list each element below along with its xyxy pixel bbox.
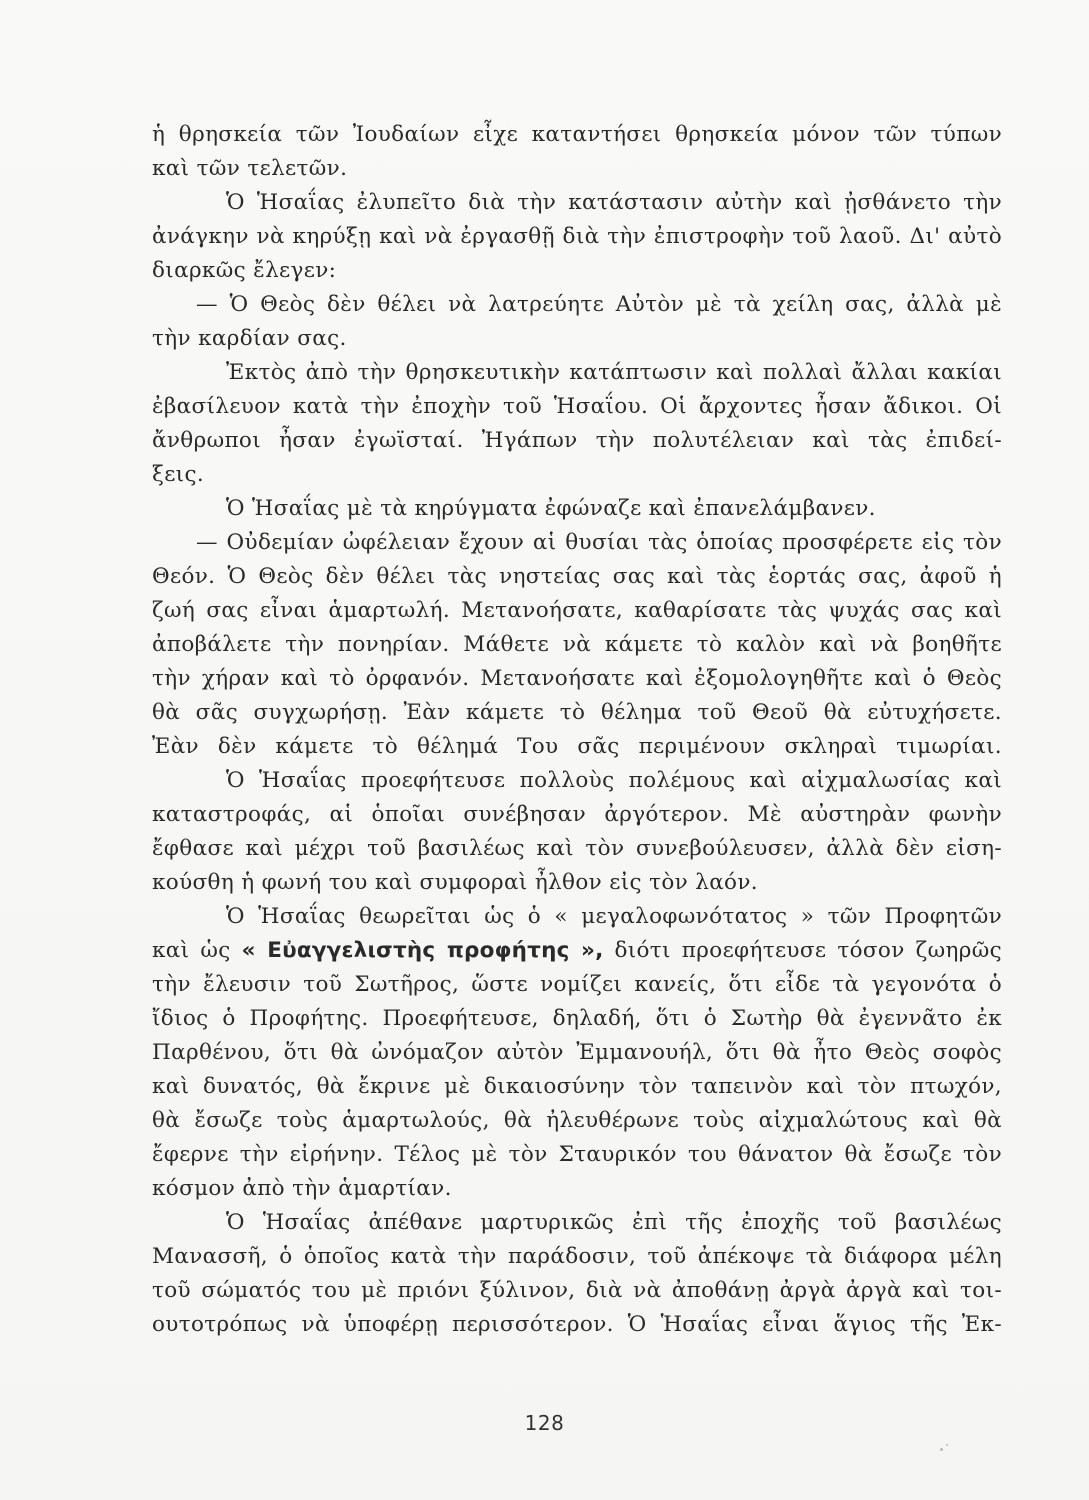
text-line: θὰ σᾶς συγχωρήσῃ. Ἐὰν κάμετε τὸ θέλημα τοῦ Θεοῦ θὰ εὐτυχήσετε.: [152, 700, 1002, 725]
text-fragment: διότι προεφήτευσε τόσον ζωηρῶς: [614, 938, 1002, 963]
text-line: τὴν καρδίαν σας.: [152, 326, 347, 351]
text-line: θὰ ἔσωζε τοὺς ἁμαρτωλούς, θὰ ἠλευθέρωνε τοὺς αἰχμαλώτους καὶ θὰ: [152, 1108, 1002, 1133]
body-text: [152, 118, 1002, 1342]
text-line: Ὁ Ἡσαΐας μὲ τὰ κηρύγματα ἐφώναζε καὶ ἐπανελάμβανεν.: [226, 496, 876, 521]
text-line: ξεις.: [152, 462, 205, 487]
text-line: Μανασσῆ, ὁ ὁποῖος κατὰ τὴν παράδοσιν, τοῦ ἀπέκοψε τὰ διάφορα μέλη: [152, 1244, 1002, 1269]
text-line: — Οὐδεμίαν ὠφέλειαν ἔχουν αἱ θυσίαι τὰς ὁποίας προσφέρετε εἰς τὸν: [196, 530, 1002, 555]
text-line: ἴδιος ὁ Προφήτης. Προεφήτευσε, δηλαδή, ὅτι ὁ Σωτὴρ θὰ ἐγεννᾶτο ἐκ: [152, 1006, 1002, 1031]
text-line: ζωή σας εἶναι ἁμαρτωλή. Μετανοήσατε, καθαρίσατε τὰς ψυχάς σας καὶ: [152, 598, 1002, 623]
text-fragment: καὶ ὡς: [152, 938, 231, 963]
page-number: 128: [524, 1411, 565, 1435]
text-line: τὴν χήραν καὶ τὸ ὀρφανόν. Μετανοήσατε καὶ ἐξομολογηθῆτε καὶ ὁ Θεὸς: [152, 666, 1002, 691]
text-line: Παρθένου, ὅτι θὰ ὠνόμαζον αὐτὸν Ἐμμανουήλ, ὅτι θὰ ἦτο Θεὸς σοφὸς: [152, 1040, 1002, 1065]
text-line: κόσμον ἀπὸ τὴν ἁμαρτίαν.: [152, 1176, 452, 1201]
text-line: Ἐκτὸς ἀπὸ τὴν θρησκευτικὴν κατάπτωσιν καὶ πολλαὶ ἄλλαι κακίαι: [226, 360, 1002, 385]
text-line: Ἐὰν δὲν κάμετε τὸ θέλημά Του σᾶς περιμένουν σκληραὶ τιμωρίαι.: [152, 734, 1002, 759]
text-line: κούσθη ἡ φωνή του καὶ συμφοραὶ ἦλθον εἰς τὸν λαόν.: [152, 870, 758, 895]
text-line: τὴν ἔλευσιν τοῦ Σωτῆρος, ὥστε νομίζει κανείς, ὅτι εἶδε τὰ γεγονότα ὁ: [152, 972, 1002, 997]
text-line: τοῦ σώματός του μὲ πριόνι ξύλινον, διὰ νὰ ἀποθάνῃ ἀργὰ ἀργὰ καὶ τοι-: [152, 1278, 1002, 1303]
evangelist-prophet-bold: « Εὐαγγελιστὴς προφήτης »,: [241, 938, 604, 963]
scan-speck: [940, 1448, 943, 1451]
text-line: ἡ θρησκεία τῶν Ἰουδαίων εἶχε καταντήσει θρησκεία μόνον τῶν τύπων: [152, 122, 1002, 147]
text-line: διαρκῶς ἔλεγεν:: [152, 258, 337, 283]
text-line: καὶ τῶν τελετῶν.: [152, 156, 348, 181]
text-line: ἔφερνε τὴν εἰρήνην. Τέλος μὲ τὸν Σταυρικόν του θάνατον θὰ ἔσωζε τὸν: [152, 1142, 1002, 1167]
text-line: Ὁ Ἡσαΐας θεωρεῖται ὡς ὁ « μεγαλοφωνότατος » τῶν Προφητῶν: [226, 904, 1002, 929]
text-line: Ὁ Ἡσαΐας ἀπέθανε μαρτυρικῶς ἐπὶ τῆς ἐποχῆς τοῦ βασιλέως: [226, 1210, 1002, 1235]
text-line: [152, 934, 1002, 968]
text-line: Ὁ Ἡσαΐας προεφήτευσε πολλοὺς πολέμους καὶ αἰχμαλωσίας καὶ: [226, 768, 1002, 793]
text-line: Ὁ Ἡσαΐας ἐλυπεῖτο διὰ τὴν κατάστασιν αὐτὴν καὶ ᾐσθάνετο τὴν: [226, 190, 1002, 215]
text-line: — Ὁ Θεὸς δὲν θέλει νὰ λατρεύητε Αὐτὸν μὲ τὰ χείλη σας, ἀλλὰ μὲ: [196, 292, 1002, 317]
scan-speck: [946, 1444, 948, 1446]
text-line: καὶ δυνατός, θὰ ἔκρινε μὲ δικαιοσύνην τὸν ταπεινὸν καὶ τὸν πτωχόν,: [152, 1074, 1002, 1099]
text-line: ουτοτρόπως νὰ ὑποφέρῃ περισσότερον. Ὁ Ἡσαΐας εἶναι ἅγιος τῆς Ἐκ-: [152, 1312, 1002, 1337]
text-line: ἐβασίλευον κατὰ τὴν ἐποχὴν τοῦ Ἡσαΐου. Οἱ ἄρχοντες ἦσαν ἄδικοι. Οἱ: [152, 394, 1002, 419]
text-line: ἔφθασε καὶ μέχρι τοῦ βασιλέως καὶ τὸν συνεβούλευσεν, ἀλλὰ δὲν εἰση-: [152, 836, 1002, 861]
text-line: Θεόν. Ὁ Θεὸς δὲν θέλει τὰς νηστείας σας καὶ τὰς ἑορτάς σας, ἀφοῦ ἡ: [152, 564, 1002, 589]
text-line: καταστροφάς, αἱ ὁποῖαι συνέβησαν ἀργότερον. Μὲ αὐστηρὰν φωνὴν: [152, 802, 1002, 827]
text-line: ἄνθρωποι ἦσαν ἐγωϊσταί. Ἠγάπων τὴν πολυτέλειαν καὶ τὰς ἐπιδεί-: [152, 428, 1002, 453]
text-line: ἀποβάλετε τὴν πονηρίαν. Μάθετε νὰ κάμετε τὸ καλὸν καὶ νὰ βοηθῆτε: [152, 632, 1002, 657]
text-line: ἀνάγκην νὰ κηρύξῃ καὶ νὰ ἐργασθῇ διὰ τὴν ἐπιστροφὴν τοῦ λαοῦ. Δι' αὐτὸ: [152, 224, 1002, 249]
